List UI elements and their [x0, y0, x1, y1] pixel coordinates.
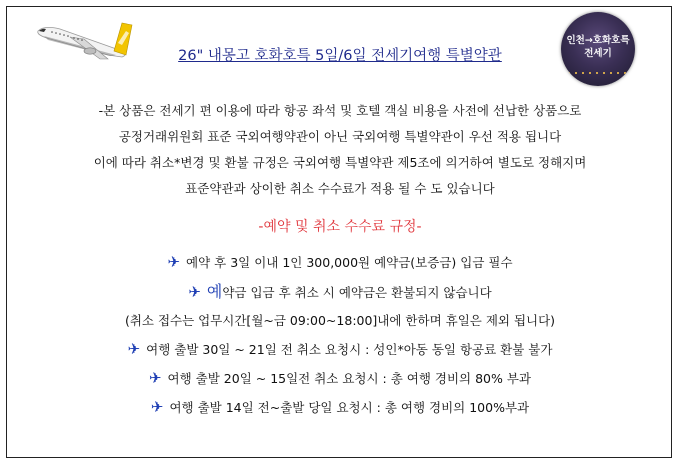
airplane-icon: ✈: [150, 398, 164, 416]
page-title: 26" 내몽고 호화호특 5일/6일 전세기여행 특별약관: [178, 48, 502, 64]
list-item: [0, 306, 680, 335]
rule-text: 약금 입금 후 취소 시 예약금은 환불되지 않습니다: [222, 285, 492, 300]
intro-line: -본 상품은 전세기 편 이용에 따라 항공 좌석 및 호텔 객실 비용을 사전에 선납한 상품으로: [98, 103, 582, 118]
list-item: [0, 277, 680, 306]
intro-line: 표준약관과 상이한 취소 수수료가 적용 될 수 도 있습니다: [185, 181, 495, 196]
rule-text: 여행 출발 20일 ~ 15일전 취소 요청시 : 총 여행 경비의 80% 부과: [167, 371, 532, 386]
badge-text: 인천→호화호특 전세기: [566, 35, 630, 59]
rules-list: [0, 248, 680, 422]
airplane-icon: ✈: [188, 283, 201, 301]
intro-line: 공정거래위원회 표준 국외여행약관이 아닌 국외여행 특별약관이 우선 적용 됩니다: [118, 129, 562, 144]
list-item: [0, 335, 680, 364]
list-item: [0, 393, 680, 422]
list-item: [0, 364, 680, 393]
rule-text-first-char: 예: [206, 282, 223, 301]
section-title: -예약 및 취소 수수료 규정-: [258, 219, 422, 235]
rule-text: 여행 출발 14일 전~출발 당일 요청시 : 총 여행 경비의 100%부과: [169, 400, 530, 415]
intro-line: 이에 따라 취소*변경 및 환불 규정은 국외여행 특별약관 제5조에 의거하여 별도로 정해지며: [93, 155, 587, 170]
rule-text: (취소 접수는 업무시간[월~금 09:00~18:00]내에 한하며 휴일은 제외 됩니다): [124, 313, 556, 328]
list-item: [0, 248, 680, 277]
intro-paragraph: [30, 98, 650, 202]
airplane-icon: ✈: [127, 340, 141, 358]
rule-text: 예약 후 3일 이내 1인 300,000원 예약금(보증금) 입금 필수: [186, 255, 513, 270]
rule-text: 여행 출발 30일 ~ 21일 전 취소 요청시 : 성인*아동 동일 항공료 환불 불가: [146, 342, 553, 357]
airplane-icon: ✈: [148, 369, 162, 387]
airplane-icon: ✈: [167, 253, 181, 271]
